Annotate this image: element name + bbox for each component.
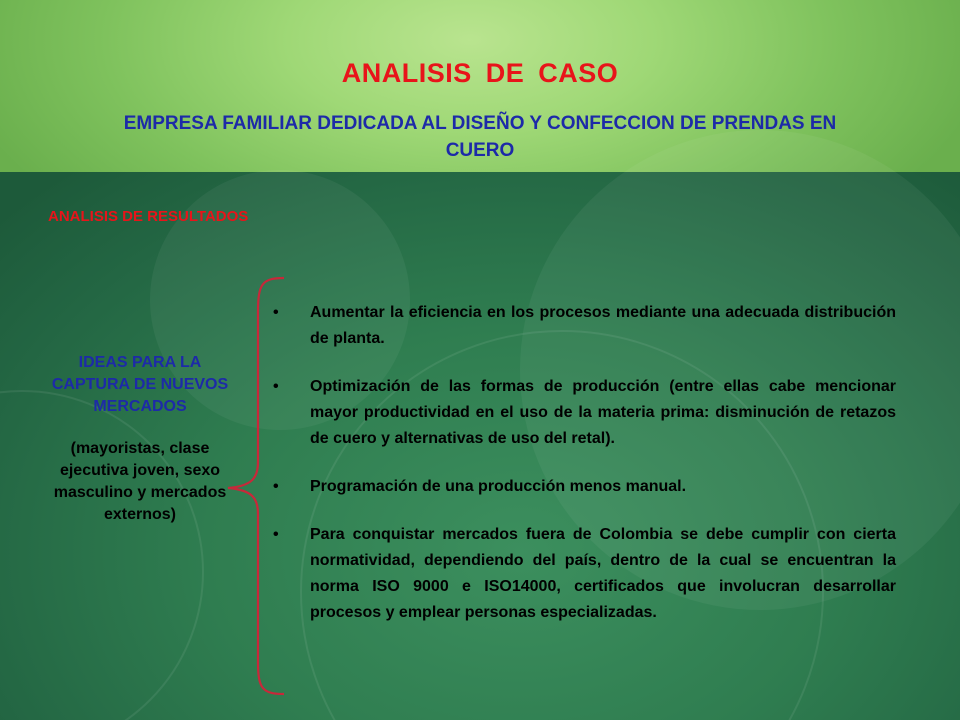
ideas-column — [40, 352, 240, 526]
slide-subtitle: EMPRESA FAMILIAR DEDICADA AL DISEÑO Y CONFECCION DE PRENDAS EN CUERO — [123, 113, 837, 161]
list-item — [270, 374, 896, 452]
ideas-heading: IDEAS PARA LA CAPTURA DE NUEVOS MERCADOS — [51, 354, 229, 415]
list-item — [270, 300, 896, 352]
bullet-icon: • — [273, 378, 279, 395]
ideas-detail: (mayoristas, clase ejecutiva joven, sexo masculino y mercados externos) — [53, 440, 227, 523]
bullet-text: Para conquistar mercados fuera de Colombia se debe cumplir con cierta normatividad, dependiendo del país, dentro de la cual se encuentran la norma ISO 9000 e ISO14000, certificados que involucran desarrollar procesos y emplear personas especializadas. — [310, 526, 896, 621]
bullet-icon: • — [273, 478, 279, 495]
bullet-icon: • — [273, 304, 279, 321]
bullet-text: Optimización de las formas de producción (entre ellas cabe mencionar mayor productividad en el uso de la materia prima: disminución de retazos de cuero y alternativas de uso del retal). — [310, 378, 896, 447]
slide-title: ANALISIS DE CASO — [341, 58, 619, 88]
list-item — [270, 474, 896, 500]
list-item — [270, 522, 896, 626]
bullet-text: Programación de una producción menos manual. — [310, 478, 687, 495]
section-label: ANALISIS DE RESULTADOS — [48, 208, 249, 225]
bullet-text: Aumentar la eficiencia en los procesos mediante una adecuada distribución de planta. — [310, 304, 896, 347]
bullet-icon: • — [273, 526, 279, 543]
results-bullet-list — [270, 300, 896, 648]
